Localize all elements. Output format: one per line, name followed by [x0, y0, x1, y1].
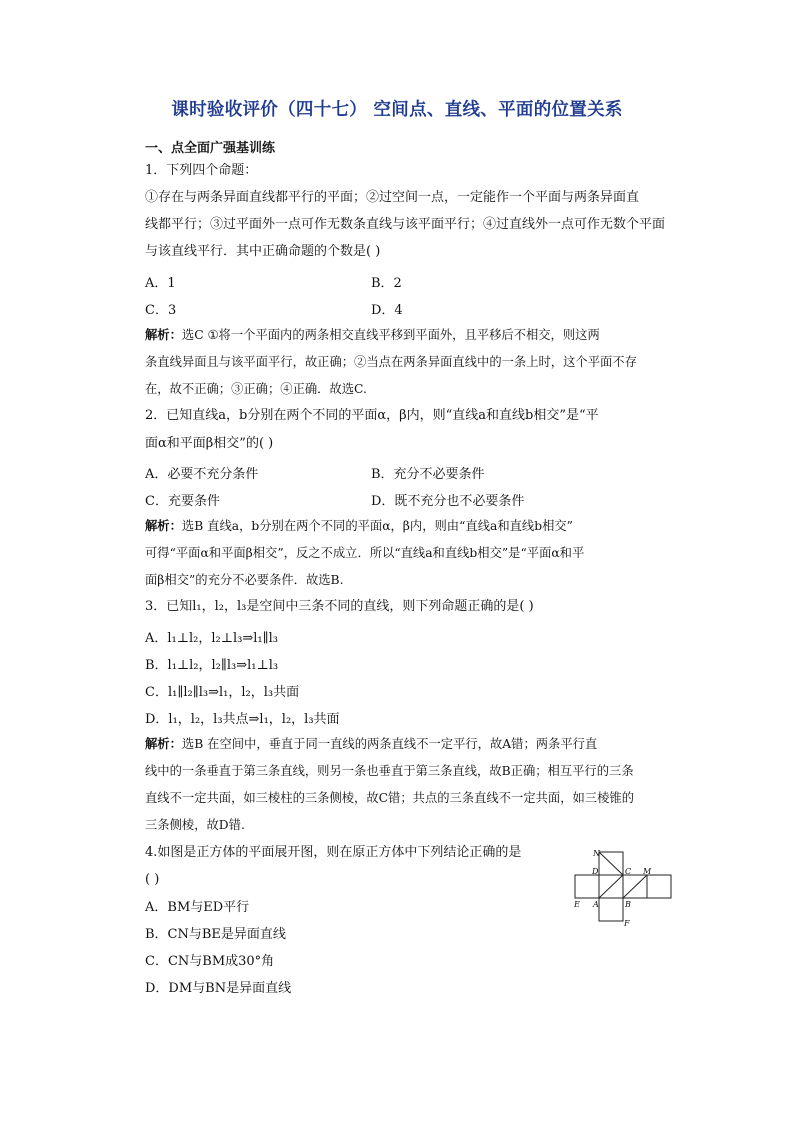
q3-stem: 3．已知l₁，l₂，l₃是空间中三条不同的直线，则下列命题正确的是( ) — [145, 599, 534, 614]
q4-stem: 4.如图是正方体的平面展开图，则在原正方体中下列结论正确的是 — [145, 845, 522, 860]
solution-prefix: 解析： — [145, 327, 182, 342]
q3-solution: 线中的一条垂直于第三条直线，则另一条也垂直于第三条直线，故B正确；相互平行的三条 — [145, 764, 634, 778]
label-e: E — [574, 900, 580, 909]
q4-option-c: C．CN与BM成30°角 — [145, 954, 275, 969]
solution-prefix: 解析： — [145, 518, 182, 533]
q1-solution: 解析：选C ①将一个平面内的两条相交直线平移到平面外，且平移后不相交，则这两 — [145, 327, 600, 342]
q1-option-d: D．4 — [371, 303, 403, 318]
q4-option-b: B．CN与BE是异面直线 — [145, 927, 286, 942]
page-title: 课时验收评价（四十七） 空间点、直线、平面的位置关系 — [171, 100, 623, 120]
q2-option-c: C．充要条件 — [145, 494, 220, 509]
q1-option-a: A．1 — [145, 276, 176, 291]
solution-prefix: 解析： — [145, 736, 182, 751]
q2-option-b: B．充分不必要条件 — [371, 467, 485, 482]
net-square — [575, 875, 599, 898]
q1-solution: 在，故不正确；③正确；④正确．故选C. — [145, 382, 367, 396]
q2-solution: 解析：选B 直线a，b分别在两个不同的平面α，β内，则由“直线a和直线b相交” — [145, 518, 573, 533]
q2-stem: 2．已知直线a，b分别在两个不同的平面α，β内，则“直线a和直线b相交”是“平 — [145, 408, 599, 423]
q3-option-b: B．l₁⊥l₂，l₂∥l₃⇒l₁⊥l₃ — [145, 658, 279, 673]
q1-text-line: 与该直线平行．其中正确命题的个数是( ) — [145, 244, 381, 259]
q3-solution: 直线不一定共面，如三棱柱的三条侧棱，故C错；共点的三条直线不一定共面，如三棱锥的 — [145, 791, 634, 805]
net-square — [599, 898, 623, 921]
label-c: C — [625, 867, 632, 876]
q3-option-c: C．l₁∥l₂∥l₃⇒l₁，l₂，l₃共面 — [145, 685, 300, 700]
q3-option-a: A．l₁⊥l₂，l₂⊥l₃⇒l₁∥l₃ — [145, 631, 278, 646]
q4-option-d: D．DM与BN是异面直线 — [145, 981, 292, 996]
net-square — [647, 875, 671, 898]
label-b: B — [625, 900, 631, 909]
label-d: D — [592, 867, 599, 876]
section-heading: 一、点全面广强基训练 — [145, 141, 276, 156]
label-m: M — [643, 867, 652, 876]
q2-option-d: D．既不充分也不必要条件 — [371, 494, 525, 509]
q3-solution: 解析：选B 在空间中，垂直于同一直线的两条直线不一定平行，故A错；两条平行直 — [145, 736, 598, 751]
net-diagonal — [599, 875, 623, 898]
q2-option-a: A．必要不充分条件 — [145, 467, 259, 482]
q2-text-line: 面α和平面β相交”的( ) — [145, 436, 274, 451]
q1-solution: 条直线异面且与该平面平行，故正确；②当点在两条异面直线中的一条上时，这个平面不存 — [145, 355, 637, 369]
label-n: N — [593, 849, 600, 858]
cube-net-figure — [575, 846, 675, 926]
q4-option-a: A．BM与ED平行 — [145, 900, 250, 915]
q3-option-d: D．l₁，l₂，l₃共点⇒l₁，l₂，l₃共面 — [145, 712, 340, 727]
q2-solution: 面β相交”的充分不必要条件．故选B. — [145, 573, 344, 587]
label-a: A — [593, 900, 599, 909]
q1-option-b: B．2 — [371, 276, 402, 291]
label-f: F — [624, 919, 630, 928]
net-diagonal — [599, 852, 623, 875]
q1-stem: 1．下列四个命题： — [145, 163, 258, 178]
q3-solution: 三条侧棱，故D错. — [145, 818, 245, 832]
q1-text-line: 线都平行；③过平面外一点可作无数条直线与该平面平行；④过直线外一点可作无数个平面 — [145, 217, 666, 232]
q1-text-line: ①存在与两条异面直线都平行的平面；②过空间一点，一定能作一个平面与两条异面直 — [145, 190, 640, 205]
net-diagonal — [623, 875, 647, 898]
q4-text-line: ( ) — [145, 872, 160, 887]
q2-solution: 可得“平面α和平面β相交”，反之不成立．所以“直线a和直线b相交”是“平面α和平 — [145, 546, 585, 560]
q1-option-c: C．3 — [145, 303, 177, 318]
